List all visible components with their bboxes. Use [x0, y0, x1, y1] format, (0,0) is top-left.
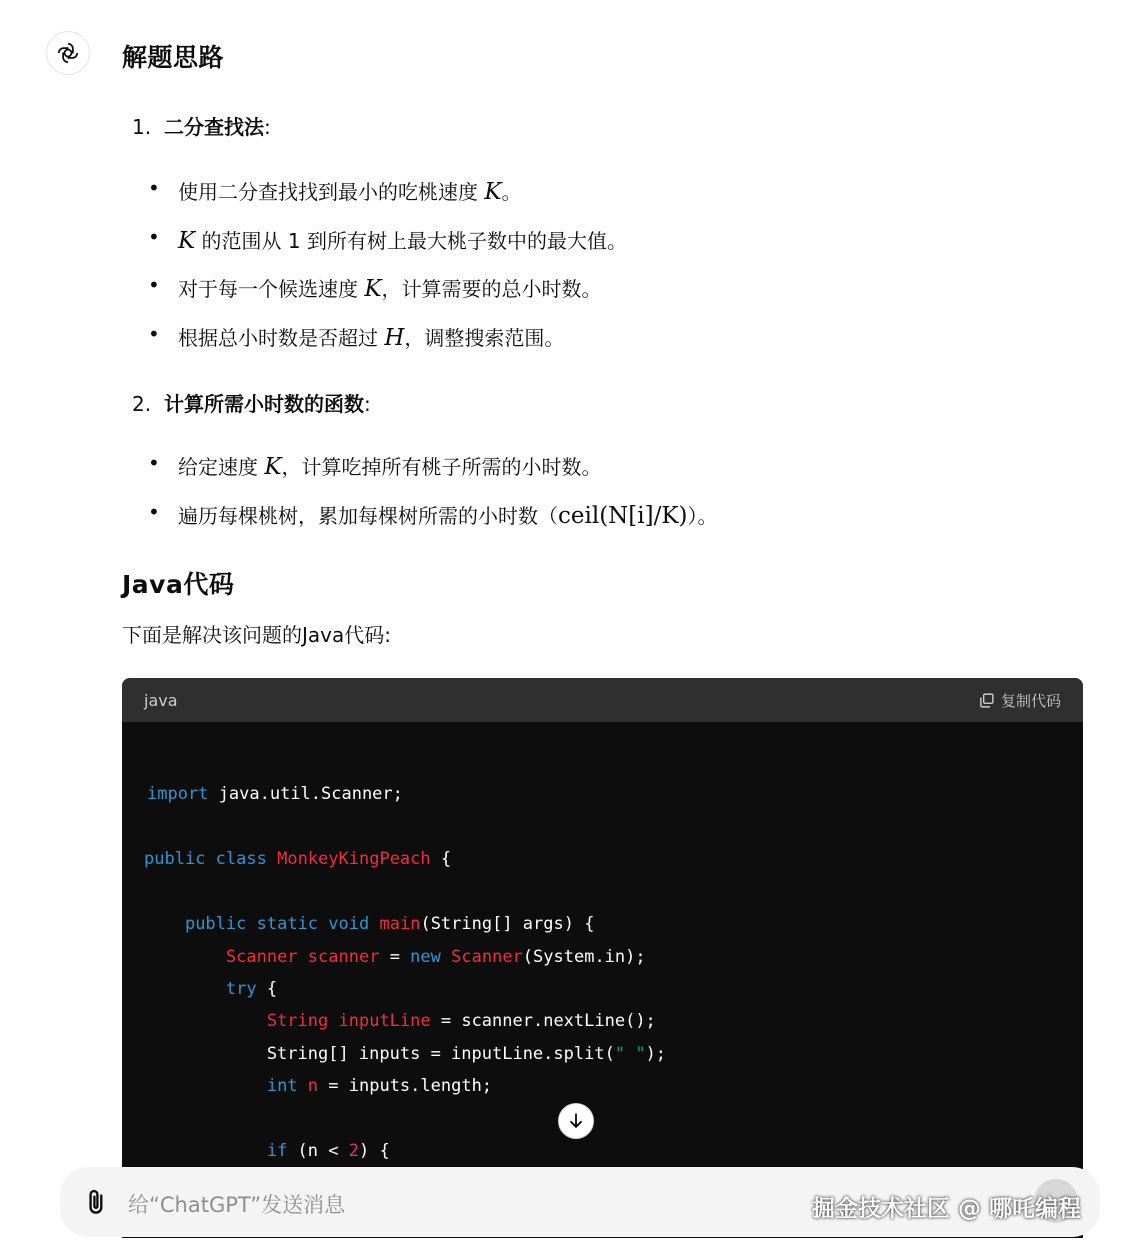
paperclip-icon[interactable] — [84, 1187, 110, 1217]
bullet-text: 根据总小时数是否超过 — [178, 326, 385, 350]
code-line: public class MonkeyKingPeach { — [144, 849, 452, 869]
bullet-text: 遍历每棵桃树，累加每棵树所需的小时数（ — [178, 504, 558, 528]
code-line: public static void main(String[] args) { — [184, 914, 595, 934]
watermark: 掘金技术社区 @ 哪吒编程 — [812, 1196, 1082, 1222]
code-block — [122, 678, 1083, 1238]
code-line: String inputLine = scanner.nextLine(); — [266, 1011, 656, 1031]
list-item: • 遍历每棵桃树，累加每棵树所需的小时数（ceil(N[i]/K)）。 — [148, 500, 718, 529]
copy-icon — [978, 692, 995, 709]
code-line: if (n < 2) { — [266, 1141, 390, 1161]
bullet-text: 对于每一个候选速度 — [178, 277, 365, 301]
ordered-item-1 — [132, 111, 271, 140]
math-var: H — [384, 325, 405, 351]
list-number: 2. — [132, 392, 152, 416]
list-item: • 根据总小时数是否超过 H，调整搜索范围。 — [148, 322, 565, 351]
bullet-text: 使用二分查找找到最小的吃桃速度 — [178, 180, 485, 204]
bullet-text: ，调整搜索范围。 — [404, 326, 565, 350]
bullet-text: ，计算需要的总小时数。 — [381, 277, 602, 301]
math-var: K — [178, 228, 196, 254]
code-line: Scanner scanner = new Scanner(System.in); — [225, 947, 646, 967]
list-item: • K 的范围从 1 到所有树上最大桃子数中的最大值。 — [148, 225, 627, 254]
copy-code-label: 复制代码 — [1000, 691, 1061, 710]
code-line: int n = inputs.length; — [266, 1076, 493, 1096]
list-item: • 给定速度 K，计算吃掉所有桃子所需的小时数。 — [148, 451, 602, 480]
list-item-label: 二分查找法 — [164, 115, 264, 139]
section-heading: Java代码 — [122, 570, 235, 599]
list-number: 1. — [132, 115, 152, 139]
message-input[interactable]: 给“ChatGPT”发送消息 — [128, 1193, 346, 1217]
bullet-text: ，计算吃掉所有桃子所需的小时数。 — [281, 455, 602, 479]
code-line: try { — [225, 979, 278, 999]
code-line: String[] inputs = inputLine.split(" "); — [144, 1044, 667, 1064]
intro-text: 下面是解决该问题的Java代码: — [122, 623, 391, 647]
openai-logo-icon — [55, 40, 81, 66]
bullet-text: ）。 — [687, 504, 718, 528]
code-line: import java.util.Scanner; — [147, 784, 403, 804]
list-item: • 使用二分查找找到最小的吃桃速度 K。 — [148, 176, 522, 205]
math-var: K — [364, 276, 382, 302]
section-heading: 解题思路 — [122, 43, 225, 72]
copy-code-button[interactable] — [978, 690, 1061, 711]
math-var: K — [484, 179, 502, 205]
list-item: • 对于每一个候选速度 K，计算需要的总小时数。 — [148, 273, 602, 302]
list-item-suffix: : — [364, 392, 371, 416]
arrow-down-icon — [566, 1111, 586, 1131]
assistant-avatar — [46, 31, 90, 75]
math-var: K — [264, 454, 282, 480]
list-item-label: 计算所需小时数的函数 — [164, 392, 364, 416]
math-formula: ceil(N[i]/K) — [558, 503, 688, 529]
list-item-suffix: : — [264, 115, 271, 139]
bullet-text: 。 — [501, 180, 522, 204]
bullet-text: 给定速度 — [178, 455, 265, 479]
code-header — [122, 678, 1083, 722]
code-language: java — [144, 690, 178, 710]
bullet-text: 的范围从 1 到所有树上最大桃子数中的最大值。 — [195, 229, 627, 253]
scroll-to-bottom-button[interactable] — [558, 1103, 594, 1139]
ordered-item-2 — [132, 388, 371, 417]
